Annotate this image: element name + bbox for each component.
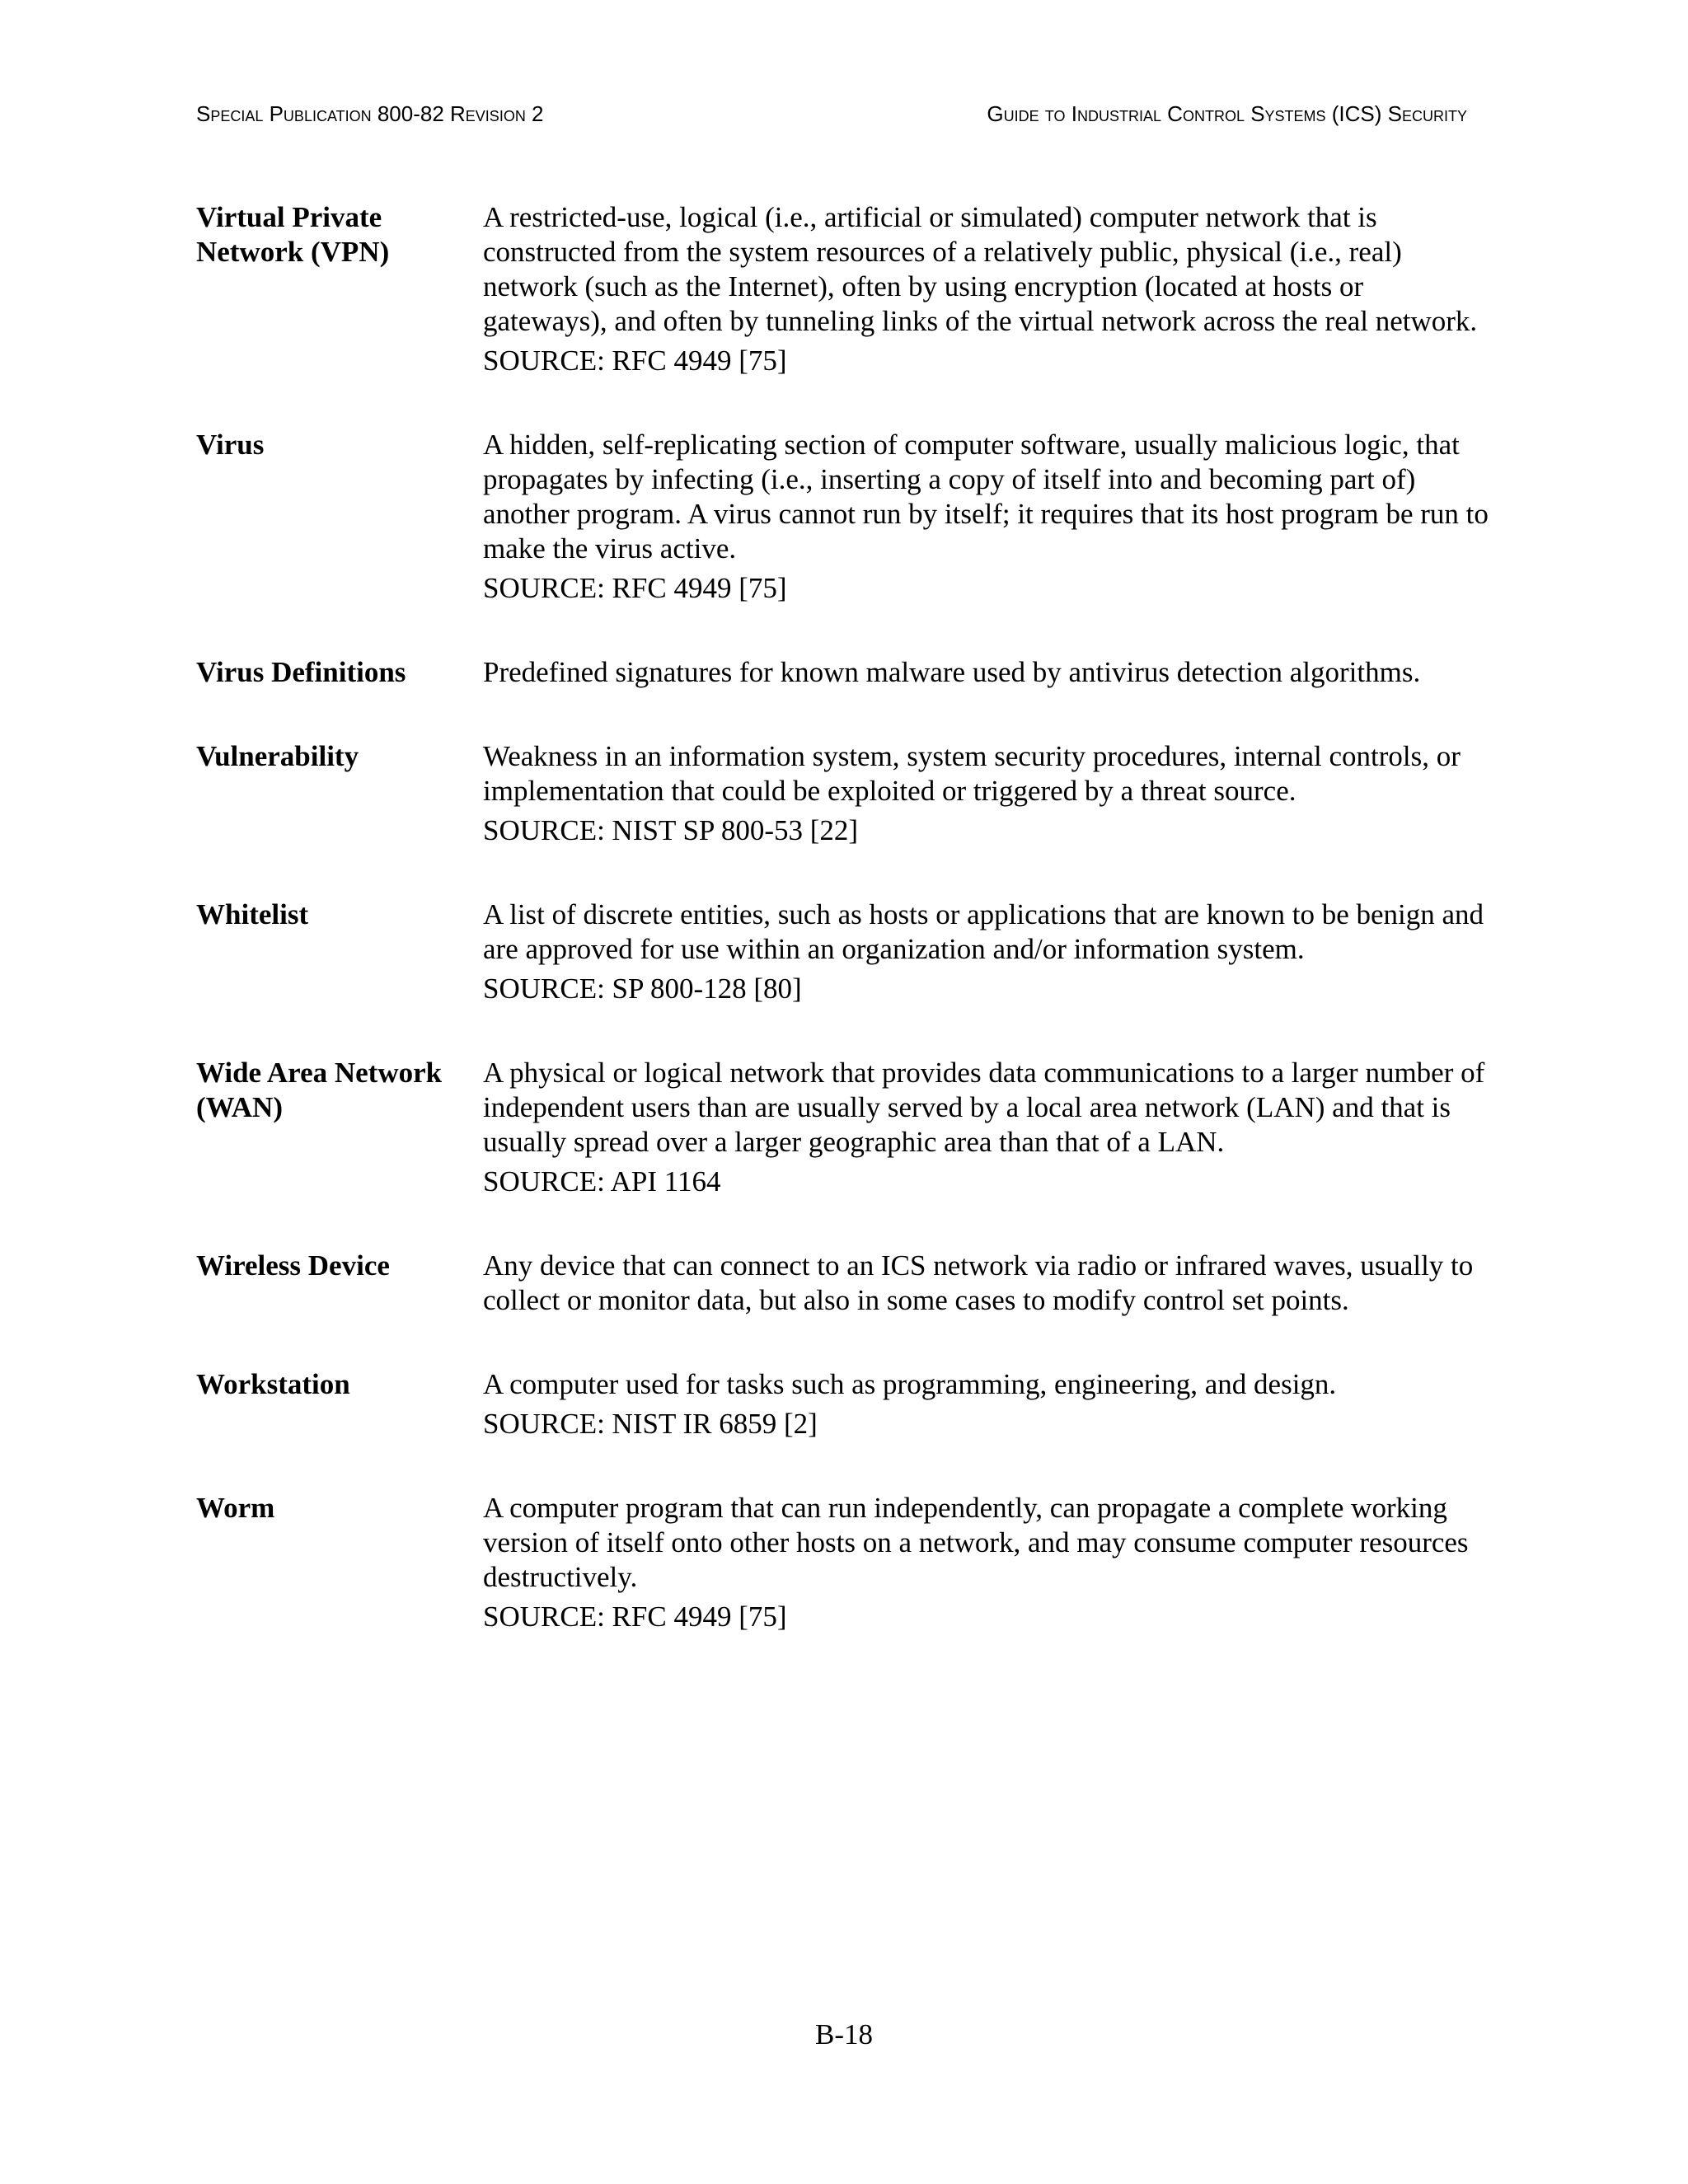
glossary-term: Vulnerability — [196, 740, 359, 772]
definition-source: SOURCE: RFC 4949 [75] — [483, 1601, 787, 1633]
glossary-definition — [483, 739, 1492, 848]
glossary-entry-virus-definitions — [196, 655, 1492, 690]
glossary-term: Wireless Device — [196, 1249, 390, 1282]
header-publication-title: Special Publication 800-82 Revision 2 — [196, 101, 544, 126]
glossary-definition — [483, 1056, 1492, 1199]
header-guide-title: Guide to Industrial Control Systems (ICS) Security — [987, 101, 1467, 126]
glossary-definition — [483, 1249, 1492, 1318]
glossary-term: Wide Area Network (WAN) — [196, 1057, 443, 1123]
glossary-entry-worm — [196, 1491, 1492, 1634]
definition-source: SOURCE: NIST IR 6859 [2] — [483, 1408, 818, 1440]
glossary-definition — [483, 428, 1492, 606]
glossary-entry-vpn — [196, 200, 1492, 378]
glossary-term: Worm — [196, 1492, 275, 1524]
definition-source: SOURCE: API 1164 — [483, 1165, 721, 1197]
definition-text: Weakness in an information system, system security procedures, internal controls, or implementation that could be exploited or triggered by a threat source. — [483, 740, 1461, 807]
definition-text: A restricted-use, logical (i.e., artificial or simulated) computer network that is constructed from the system resources of a relatively public, physical (i.e., real) network (such as the Internet), often by using encryption (located at hosts or gateways), and often by tunneling links of the virtual network across the real network. — [483, 201, 1478, 337]
glossary-definition — [483, 655, 1492, 690]
glossary-term: Virus Definitions — [196, 656, 406, 688]
definition-source: SOURCE: RFC 4949 [75] — [483, 572, 787, 604]
running-header — [196, 97, 1492, 130]
glossary-definition — [483, 1491, 1492, 1634]
page-number: B-18 — [815, 2018, 873, 2050]
definition-text: A computer used for tasks such as programming, engineering, and design. — [483, 1368, 1337, 1400]
definition-text: A computer program that can run independently, can propagate a complete working version of itself onto other hosts on a network, and may consume computer resources destructively. — [483, 1492, 1469, 1593]
definition-text: A list of discrete entities, such as hosts or applications that are known to be benign and are approved for use within an organization and/or information system. — [483, 898, 1484, 965]
glossary-entry-whitelist — [196, 898, 1492, 1006]
glossary-entry-wireless-device — [196, 1249, 1492, 1318]
glossary-definition — [483, 200, 1492, 378]
glossary-definition — [483, 1367, 1492, 1441]
definition-text: A hidden, self-replicating section of computer software, usually malicious logic, that propagates by infecting (i.e., inserting a copy of itself into and becoming part of) another program. A virus cannot run by itself; it requires that its host program be run to make the virus active. — [483, 429, 1489, 565]
definition-text: A physical or logical network that provides data communications to a larger number of independent users than are usually served by a local area network (LAN) and that is usually spread over a larger geographic area than that of a LAN. — [483, 1057, 1485, 1158]
glossary-entry-wan — [196, 1056, 1492, 1199]
definition-source: SOURCE: RFC 4949 [75] — [483, 344, 787, 377]
definition-text: Any device that can connect to an ICS network via radio or infrared waves, usually to collect or monitor data, but also in some cases to modify control set points. — [483, 1249, 1474, 1316]
glossary-definition — [483, 898, 1492, 1006]
glossary-entry-workstation — [196, 1367, 1492, 1441]
glossary-entry-vulnerability — [196, 739, 1492, 848]
glossary-entry-virus — [196, 428, 1492, 606]
definition-text: Predefined signatures for known malware used by antivirus detection algorithms. — [483, 656, 1421, 688]
glossary-list — [196, 200, 1492, 1684]
definition-source: SOURCE: NIST SP 800-53 [22] — [483, 814, 859, 846]
glossary-term: Whitelist — [196, 898, 309, 930]
glossary-term: Virtual Private Network (VPN) — [196, 201, 390, 268]
definition-source: SOURCE: SP 800-128 [80] — [483, 972, 802, 1005]
glossary-term: Virus — [196, 429, 265, 461]
glossary-term: Workstation — [196, 1368, 350, 1400]
